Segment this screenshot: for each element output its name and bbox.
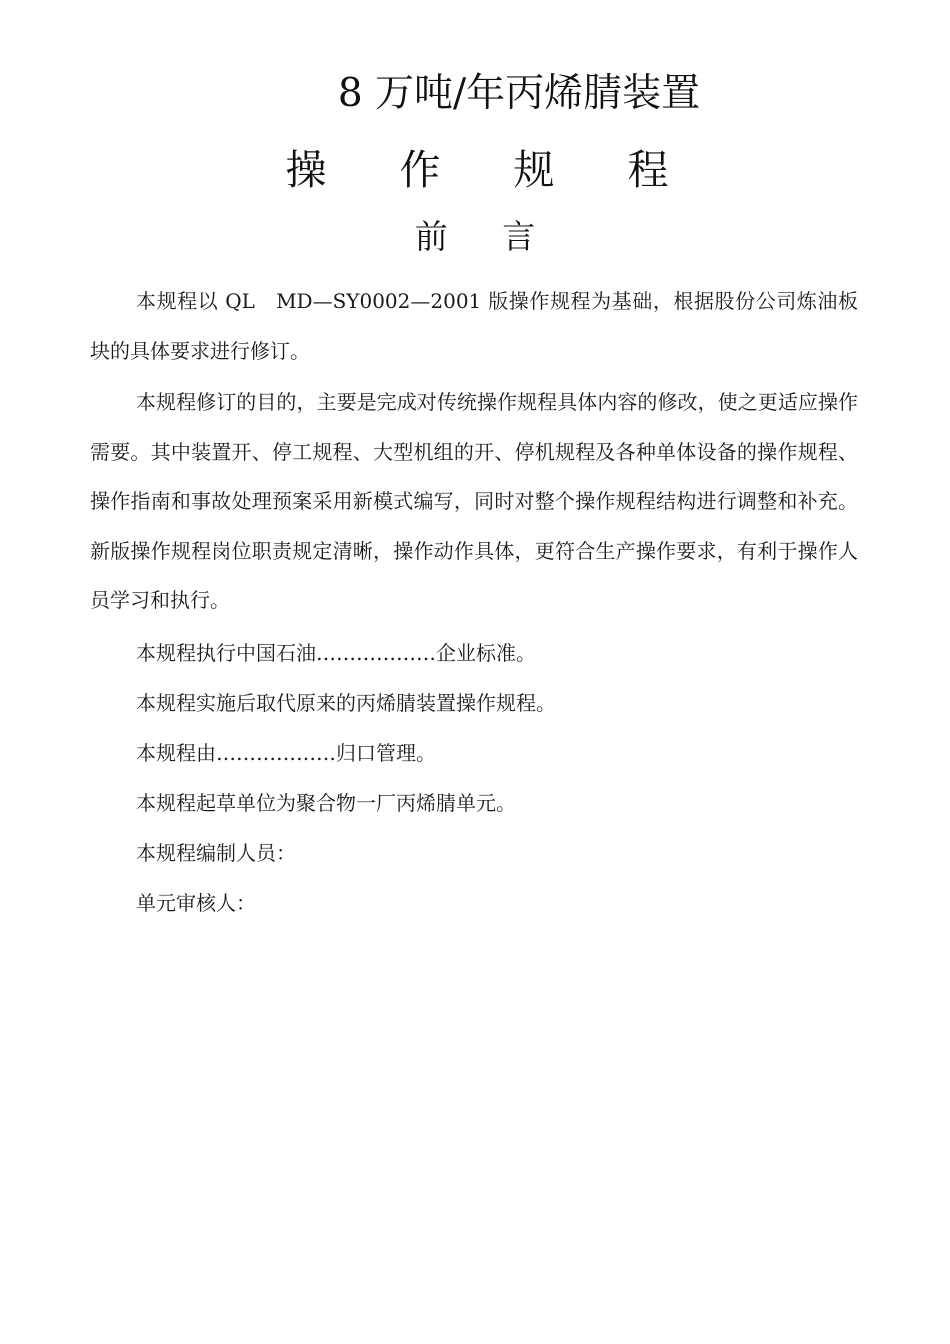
document-title: 8 万吨/年丙烯腈装置 [337, 71, 701, 116]
document-subtitle: 操 作 规 程 [285, 146, 699, 194]
preface-paragraph-purpose: 本规程修订的目的，主要是完成对传统操作规程具体内容的修改，使之更适应操作需要。其中装置开、停工规程、大型机组的开、停机规程及各种单体设备的操作规程、操作指南和事故处理预案采用新模式编写，同时对整个操作规程结构进行调整和补充。新版操作规程岗位职责规定清晰，操作动作具体，更符合生产操作要求，有利于操作人员学习和执行。 [90, 390, 858, 612]
preface-heading: 前 言 [414, 217, 558, 256]
preface-paragraph-basis: 本规程以 QL MD—SY0002—2001 版操作规程为基础，根据股份公司炼油板块的具体要求进行修订。 [90, 289, 858, 363]
preface-line-standard: 本规程执行中国石油………………企业标准。 [136, 640, 536, 665]
preface-line-management: 本规程由………………归口管理。 [136, 740, 436, 765]
preface-line-drafting-unit: 本规程起草单位为聚合物一厂丙烯腈单元。 [136, 790, 516, 815]
preface-line-replacement: 本规程实施后取代原来的丙烯腈装置操作规程。 [136, 690, 556, 715]
preface-line-reviewer: 单元审核人： [136, 890, 256, 915]
preface-body [90, 277, 858, 928]
preface-line-editors: 本规程编制人员： [136, 840, 296, 865]
